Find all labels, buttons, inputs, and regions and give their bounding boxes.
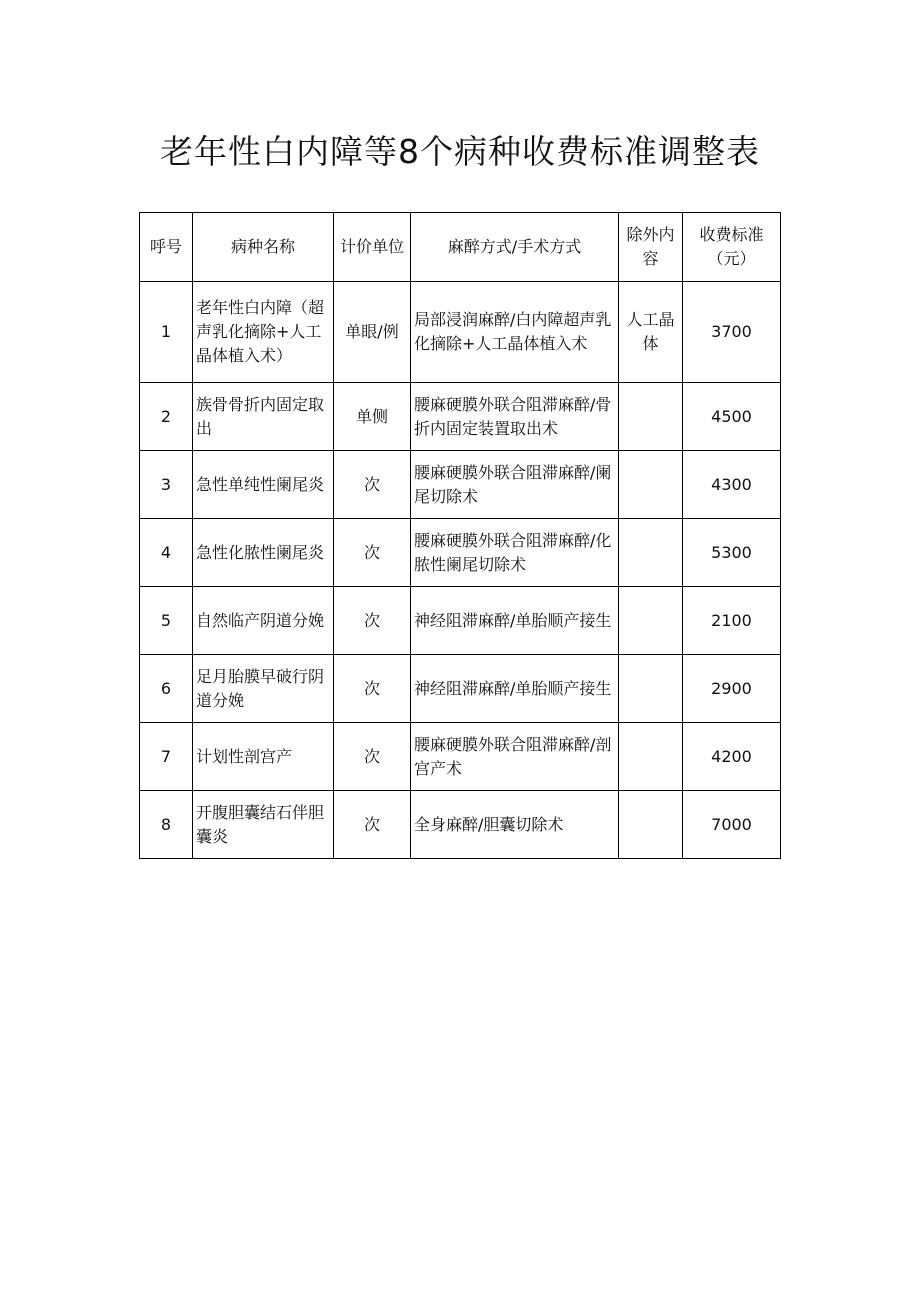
excluded-items — [619, 791, 683, 859]
pricing-unit: 次 — [334, 791, 411, 859]
header-fee-standard: 收费标准（元） — [683, 213, 781, 282]
header-anesthesia-surgery-method: 麻醉方式/手术方式 — [411, 213, 619, 282]
pricing-unit: 单侧 — [334, 383, 411, 451]
table-row — [140, 655, 781, 723]
table-row — [140, 723, 781, 791]
pricing-unit: 次 — [334, 587, 411, 655]
excluded-items — [619, 451, 683, 519]
excluded-items — [619, 723, 683, 791]
pricing-unit: 次 — [334, 519, 411, 587]
pricing-unit: 次 — [334, 723, 411, 791]
pricing-unit: 次 — [334, 655, 411, 723]
fee-standard: 2100 — [683, 587, 781, 655]
table-row — [140, 383, 781, 451]
pricing-unit: 次 — [334, 451, 411, 519]
disease-name: 急性单纯性阑尾炎 — [193, 451, 334, 519]
anesthesia-surgery-method: 神经阻滞麻醉/单胎顺产接生 — [411, 655, 619, 723]
row-number: 1 — [140, 282, 193, 383]
table-row — [140, 282, 781, 383]
excluded-items — [619, 383, 683, 451]
row-number: 6 — [140, 655, 193, 723]
header-excluded-items: 除外内容 — [619, 213, 683, 282]
anesthesia-surgery-method: 局部浸润麻醉/白内障超声乳化摘除+人工晶体植入术 — [411, 282, 619, 383]
row-number: 3 — [140, 451, 193, 519]
disease-name: 族骨骨折内固定取出 — [193, 383, 334, 451]
row-number: 2 — [140, 383, 193, 451]
disease-name: 老年性白内障（超声乳化摘除+人工晶体植入术） — [193, 282, 334, 383]
fee-standard: 3700 — [683, 282, 781, 383]
header-pricing-unit: 计价单位 — [334, 213, 411, 282]
page-title: 老年性白内障等8个病种收费标准调整表 — [160, 132, 760, 171]
anesthesia-surgery-method: 腰麻硬膜外联合阻滞麻醉/骨折内固定装置取出术 — [411, 383, 619, 451]
row-number: 7 — [140, 723, 193, 791]
row-number: 4 — [140, 519, 193, 587]
disease-name: 开腹胆囊结石伴胆囊炎 — [193, 791, 334, 859]
disease-name: 急性化脓性阑尾炎 — [193, 519, 334, 587]
header-disease-name: 病种名称 — [193, 213, 334, 282]
disease-name: 足月胎膜早破行阴道分娩 — [193, 655, 334, 723]
table-row — [140, 587, 781, 655]
fee-standard: 4200 — [683, 723, 781, 791]
anesthesia-surgery-method: 腰麻硬膜外联合阻滞麻醉/阑尾切除术 — [411, 451, 619, 519]
anesthesia-surgery-method: 神经阻滞麻醉/单胎顺产接生 — [411, 587, 619, 655]
disease-name: 计划性剖宫产 — [193, 723, 334, 791]
row-number: 8 — [140, 791, 193, 859]
fee-standard: 4300 — [683, 451, 781, 519]
excluded-items — [619, 587, 683, 655]
anesthesia-surgery-method: 全身麻醉/胆囊切除术 — [411, 791, 619, 859]
header-no: 呼号 — [140, 213, 193, 282]
disease-name: 自然临产阴道分娩 — [193, 587, 334, 655]
fee-standard: 2900 — [683, 655, 781, 723]
fee-standard: 4500 — [683, 383, 781, 451]
table-row — [140, 791, 781, 859]
fee-table — [139, 212, 781, 859]
row-number: 5 — [140, 587, 193, 655]
table-row — [140, 451, 781, 519]
pricing-unit: 单眼/例 — [334, 282, 411, 383]
anesthesia-surgery-method: 腰麻硬膜外联合阻滞麻醉/化脓性阑尾切除术 — [411, 519, 619, 587]
fee-standard: 5300 — [683, 519, 781, 587]
table-header-row — [140, 213, 781, 282]
excluded-items: 人工晶体 — [619, 282, 683, 383]
anesthesia-surgery-method: 腰麻硬膜外联合阻滞麻醉/剖宫产术 — [411, 723, 619, 791]
excluded-items — [619, 655, 683, 723]
table-row — [140, 519, 781, 587]
fee-standard: 7000 — [683, 791, 781, 859]
excluded-items — [619, 519, 683, 587]
